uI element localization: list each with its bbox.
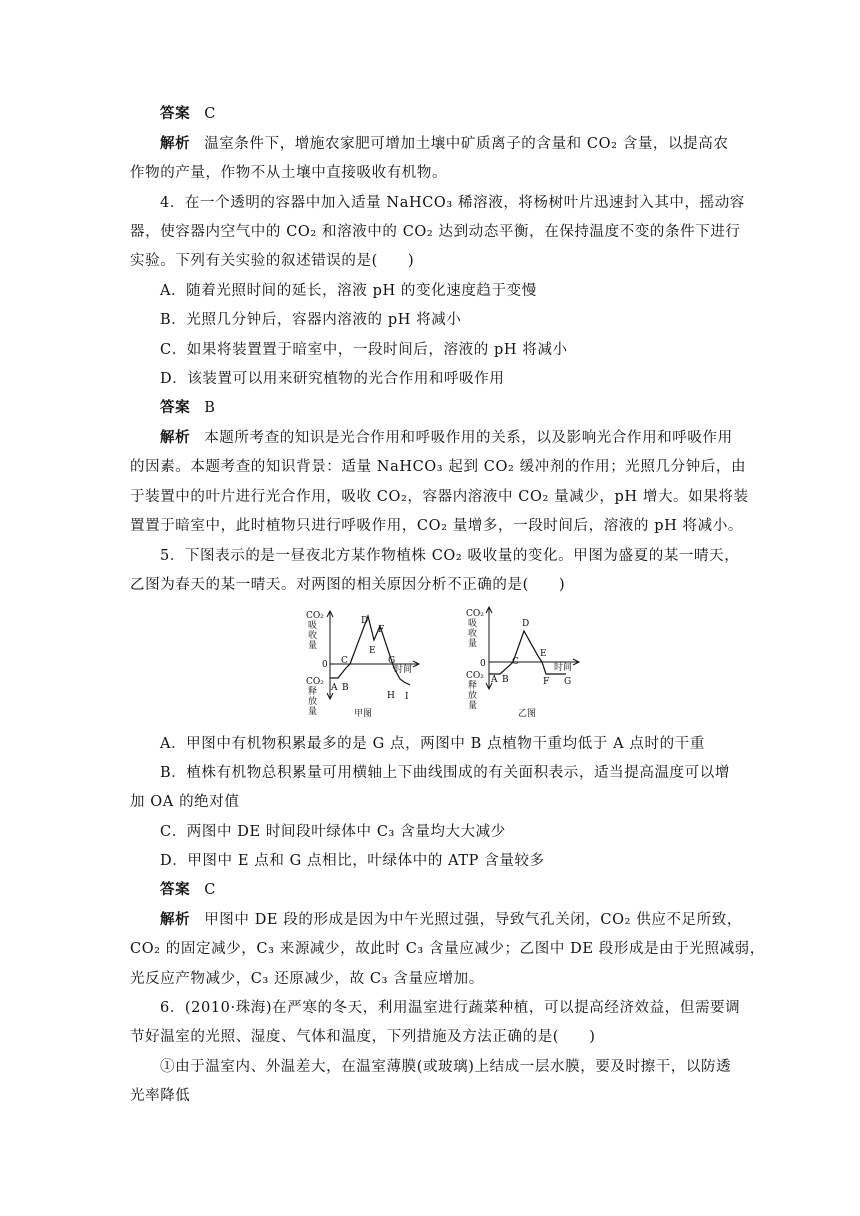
xlabel: 时间: [554, 663, 573, 673]
figure-yi-graph: [462, 604, 592, 720]
point-label-a: A: [491, 675, 498, 685]
q4-stem-line-2: 器，使容器内空气中的 CO₂ 和溶液中的 CO₂ 达到动态平衡，在保持温度不变的条件下进行: [130, 224, 741, 240]
ylabel-top-char-3: 量: [468, 639, 478, 649]
ylabel-bottom-char-1: 释: [468, 681, 478, 691]
q4-option-d: D．该装置可以用来研究植物的光合作用和呼吸作用: [160, 371, 505, 387]
ylabel-top-char-2: 收: [468, 629, 478, 639]
caption-jia: 甲图: [354, 709, 373, 719]
analysis-label: 解析: [160, 912, 191, 928]
q3-analysis-line-1: [160, 134, 730, 154]
q4-stem-line-3: 实验。下列有关实验的叙述错误的是( ): [130, 253, 415, 269]
point-label-b: B: [342, 683, 349, 693]
ylabel-bottom-char-3: 量: [468, 701, 478, 711]
q5-option-b-line-2: 加 OA 的绝对值: [130, 794, 240, 810]
q5-stem-line-2: 乙图为春天的某一晴天。对两图的相关原因分析不正确的是( ): [130, 577, 566, 593]
ylabel-bottom-char-3: 量: [308, 707, 318, 717]
point-label-h: H: [387, 691, 395, 701]
point-label-c: C: [512, 657, 519, 667]
q5-option-a: A．甲图中有机物积累最多的是 G 点，两图中 B 点植物干重均低于 A 点时的干重: [160, 736, 705, 752]
point-label-i: I: [405, 692, 409, 702]
analysis-label: 解析: [160, 430, 191, 446]
point-label-b: B: [502, 675, 509, 685]
ylabel-top-char-3: 量: [308, 641, 318, 651]
point-label-c: C: [341, 656, 348, 666]
point-label-e: E: [540, 649, 547, 659]
caption-yi: 乙图: [518, 709, 537, 719]
point-label-e: E: [369, 646, 376, 656]
q5-option-d: D．甲图中 E 点和 G 点相比，叶绿体中的 ATP 含量较多: [160, 853, 545, 869]
q5-option-c: C．两图中 DE 时间段叶绿体中 C₃ 含量均大大减少: [160, 824, 506, 840]
q4-option-c: C．如果将装置置于暗室中，一段时间后，溶液的 pH 将减小: [160, 342, 568, 358]
q4-analysis-line-2: 的因素。本题考查的知识背景：适量 NaHCO₃ 起到 CO₂ 缓冲剂的作用；光照几分钟后，由: [130, 459, 747, 475]
analysis-text: 温室条件下，增施农家肥可增加土壤中矿质离子的含量和 CO₂ 含量，以提高农: [204, 136, 729, 152]
figure-jia-graph: [300, 608, 430, 724]
q4-analysis-line-3: 于装置中的叶片进行光合作用，吸收 CO₂，容器内溶液中 CO₂ 量减少，pH 增大。如果将装: [130, 489, 749, 505]
ylabel-top-char-1: 吸: [468, 619, 478, 629]
answer-value: C: [204, 106, 216, 122]
point-label-f: F: [378, 625, 385, 635]
ylabel-top-char-1: 吸: [308, 621, 318, 631]
q5-analysis-line-3: 光反应产物减少，C₃ 还原减少，故 C₃ 含量应增加。: [130, 971, 484, 987]
ylabel-bottom-char-2: 放: [308, 697, 318, 707]
answer-label: 答案: [160, 106, 191, 122]
q3-answer-line: [160, 104, 730, 124]
ylabel-top-char-2: 收: [308, 631, 318, 641]
xlabel: 时间: [394, 665, 413, 675]
answer-value: B: [204, 400, 216, 416]
point-label-d: D: [522, 619, 530, 629]
q6-stem-line-1: 6．(2010·珠海)在严寒的冬天，利用温室进行蔬菜种植，可以提高经济效益，但需要调: [160, 1000, 741, 1016]
q5-analysis-line-1: [160, 910, 742, 930]
analysis-label: 解析: [160, 136, 191, 152]
point-label-a: A: [331, 683, 338, 693]
ylabel-bottom-co2: CO₂: [466, 671, 484, 681]
point-label-d: D: [361, 616, 369, 626]
point-label-g: G: [388, 656, 396, 666]
ylabel-top-co2: CO₂: [306, 611, 324, 621]
answer-label: 答案: [160, 400, 191, 416]
q5-analysis-line-2: CO₂ 的固定减少，C₃ 来源减少，故此时 C₃ 含量应减少；乙图中 DE 段形成是由于光照减弱，: [130, 941, 765, 957]
q4-answer-line: [160, 398, 730, 418]
q4-option-a: A．随着光照时间的延长，溶液 pH 的变化速度趋于变慢: [160, 283, 537, 299]
ylabel-top-co2: CO₂: [466, 609, 484, 619]
answer-label: 答案: [160, 882, 191, 898]
analysis-text: 本题所考查的知识是光合作用和呼吸作用的关系，以及影响光合作用和呼吸作用: [204, 430, 733, 446]
origin-label: 0: [480, 659, 486, 669]
q3-analysis-line-2: 作物的产量，作物不从土壤中直接吸收有机物。: [130, 165, 448, 181]
q6-item-1-line-1: ①由于温室内、外温差大，在温室薄膜(或玻璃)上结成一层水膜，要及时擦干，以防透: [160, 1059, 732, 1075]
q5-stem-line-1: 5．下图表示的是一昼夜北方某作物植株 CO₂ 吸收量的变化。甲图为盛夏的某一晴天，: [160, 548, 740, 564]
ylabel-bottom-char-2: 放: [468, 691, 478, 701]
answer-value: C: [204, 882, 216, 898]
q5-option-b-line-1: B．植株有机物总积累量可用横轴上下曲线围成的有关面积表示，适当提高温度可以增: [160, 765, 730, 781]
analysis-text: 甲图中 DE 段的形成是因为中午光照过强，导致气孔关闭，CO₂ 供应不足所致，: [204, 912, 742, 928]
origin-label: 0: [322, 660, 328, 670]
q6-stem-line-2: 节好温室的光照、湿度、气体和温度，下列措施及方法正确的是( ): [130, 1029, 596, 1045]
q4-option-b: B．光照几分钟后，容器内溶液的 pH 将减小: [160, 312, 462, 328]
q4-analysis-line-1: [160, 428, 733, 448]
point-label-g: G: [564, 677, 572, 687]
ylabel-bottom-char-1: 释: [308, 687, 318, 697]
q4-stem-line-1: 4．在一个透明的容器中加入适量 NaHCO₃ 稀溶液，将杨树叶片迅速封入其中，摇动容: [160, 195, 745, 211]
point-label-f: F: [543, 677, 550, 687]
q6-item-1-line-2: 光率降低: [130, 1088, 191, 1104]
q5-answer-line: [160, 880, 730, 900]
ylabel-bottom-co2: CO₂: [306, 677, 324, 687]
q4-analysis-line-4: 置置于暗室中，此时植物只进行呼吸作用，CO₂ 量增多，一段时间后，溶液的 pH 将减小。: [130, 518, 743, 534]
